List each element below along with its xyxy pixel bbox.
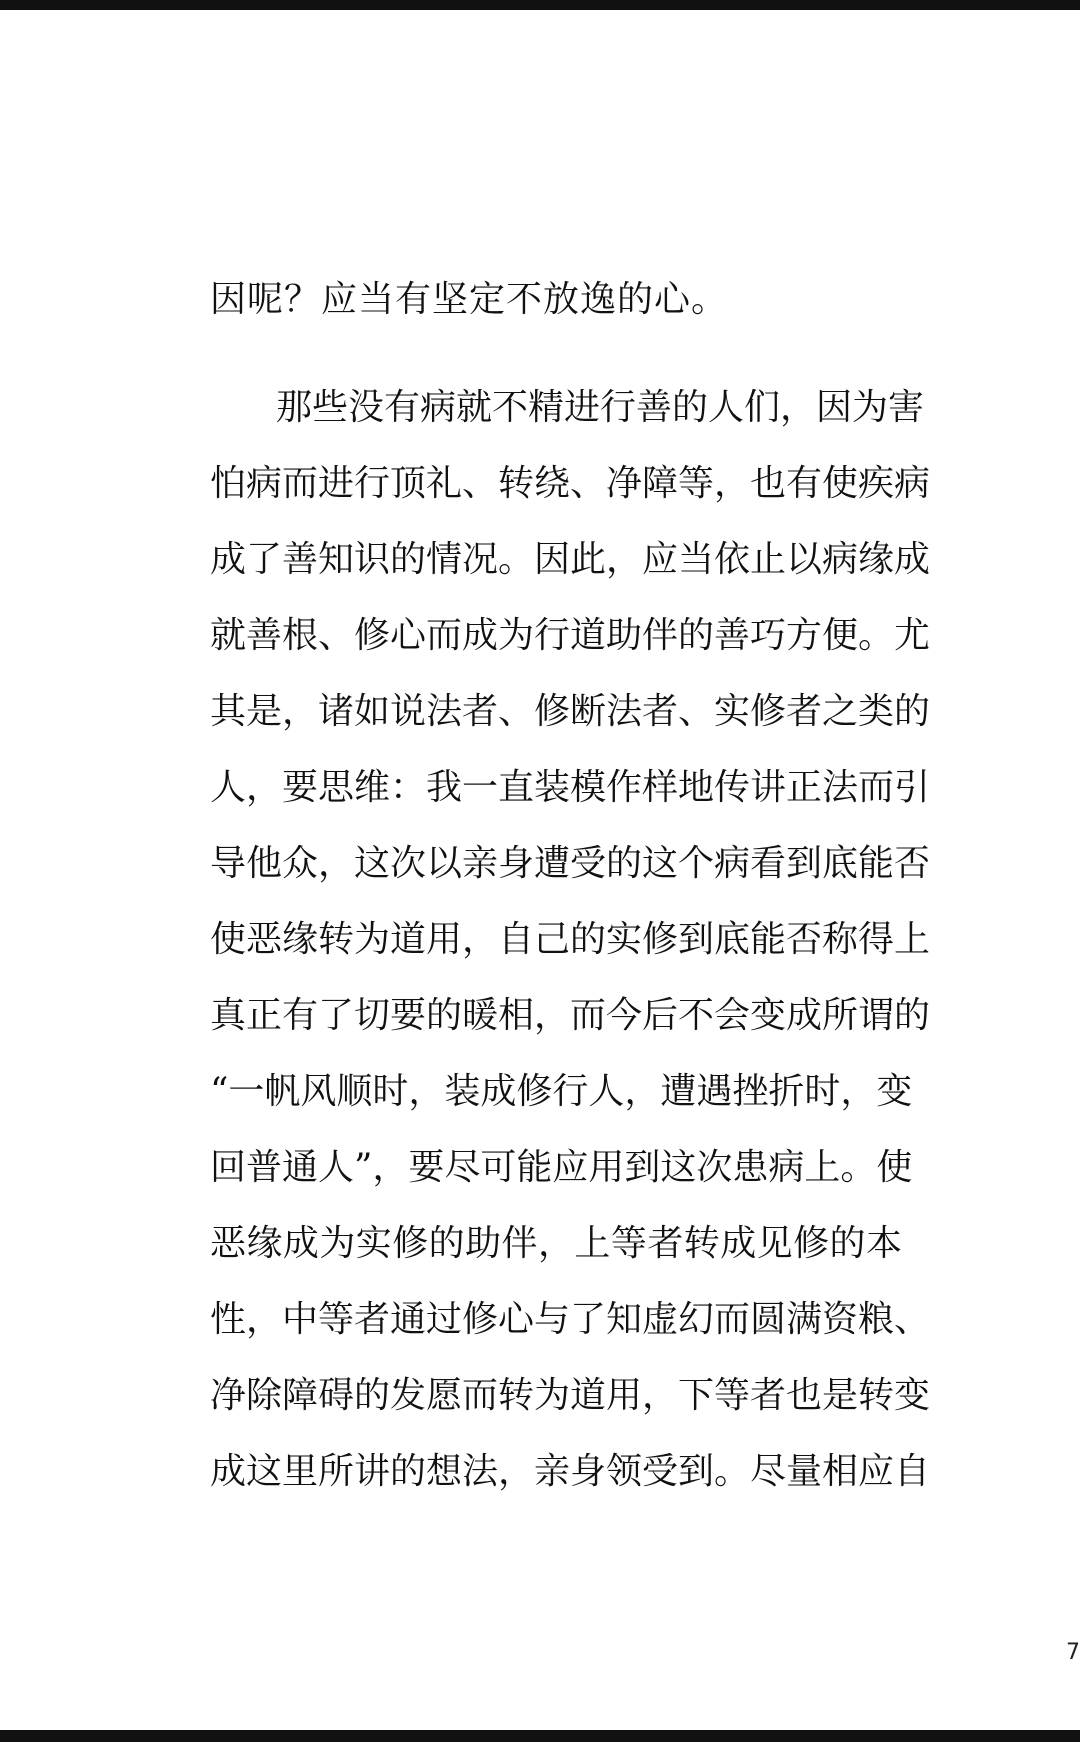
text-line: 回普通人”，要尽可能应用到这次患病上。使 — [210, 1147, 913, 1188]
text-line: 成这里所讲的想法，亲身领受到。尽量相应自 — [210, 1451, 931, 1492]
text-line: 导他众，这次以亲身遭受的这个病看到底能否 — [210, 843, 931, 884]
text-line: 使恶缘转为道用，自己的实修到底能否称得上 — [210, 919, 931, 960]
text-line: 净除障碍的发愿而转为道用，下等者也是转变 — [210, 1375, 931, 1416]
text-line: 成了善知识的情况。因此，应当依止以病缘成 — [210, 539, 931, 580]
text-line: 人，要思维：我一直装模作样地传讲正法而引 — [210, 767, 931, 808]
text-line: 其是，诸如说法者、修断法者、实修者之类的 — [210, 691, 931, 732]
text-line: 就善根、修心而成为行道助伴的善巧方便。尤 — [210, 615, 931, 656]
page-number: 7 — [1066, 1640, 1080, 1665]
page-body — [210, 262, 931, 1510]
text-line: 性，中等者通过修心与了知虚幻而圆满资粮、 — [210, 1299, 931, 1340]
text-line: 因呢？应当有坚定不放逸的心。 — [210, 279, 729, 320]
text-line: 怕病而进行顶礼、转绕、净障等，也有使疾病 — [210, 463, 931, 504]
text-line: “一帆风顺时，装成修行人，遭遇挫折时，变 — [210, 1071, 913, 1112]
text-line: 真正有了切要的暖相，而今后不会变成所谓的 — [210, 995, 931, 1036]
text-line: 那些没有病就不精进行善的人们，因为害 — [276, 387, 925, 428]
text-line: 恶缘成为实修的助伴，上等者转成见修的本 — [210, 1223, 902, 1264]
bottom-border — [0, 1730, 1080, 1742]
top-border — [0, 0, 1080, 10]
paragraph-gap — [210, 338, 902, 370]
